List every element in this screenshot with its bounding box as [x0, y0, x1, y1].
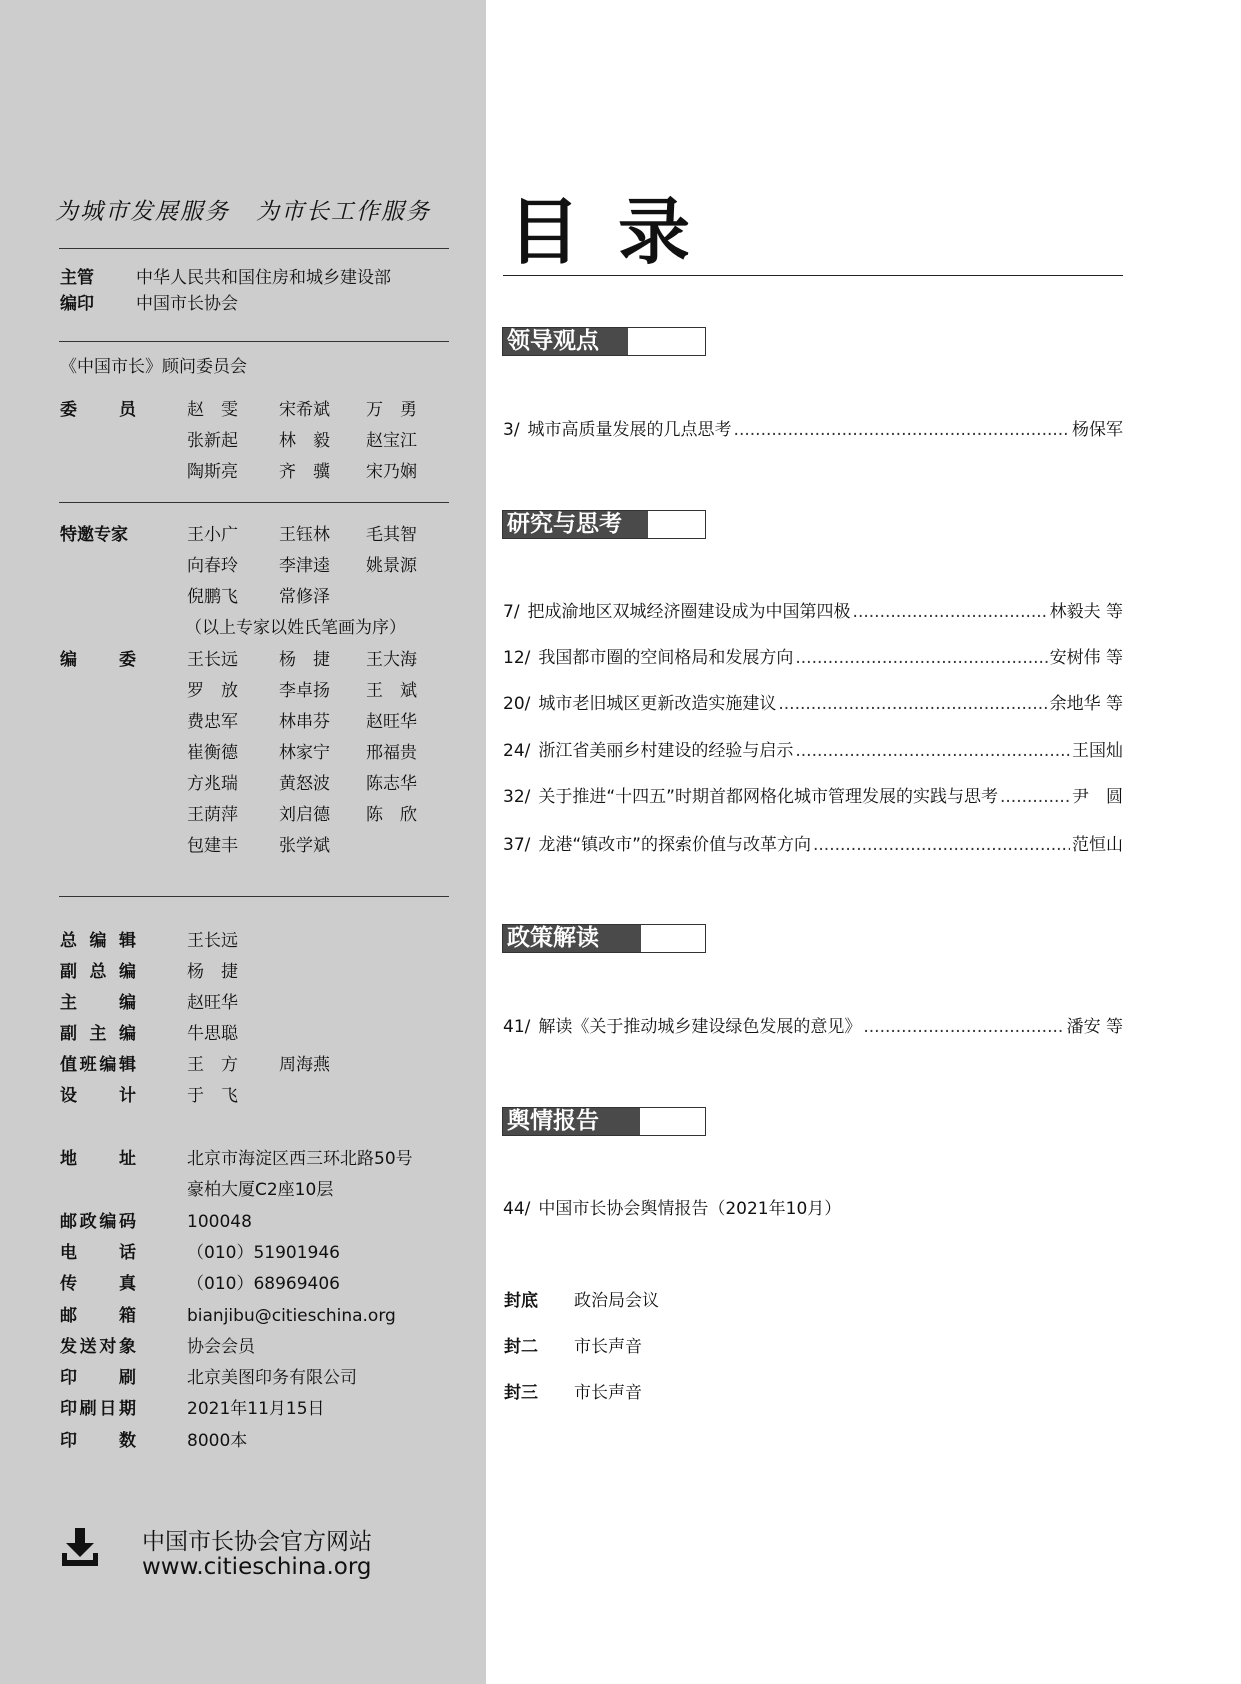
- toc-entry[interactable]: [503, 418, 1123, 442]
- contact-value: （010）68969406: [187, 1274, 340, 1295]
- staff-value: 王 方: [187, 1055, 238, 1075]
- experts-note: （以上专家以姓氏笔画为序）: [185, 618, 406, 638]
- contact-label: 地 址: [60, 1149, 136, 1169]
- staff-value: 牛思聪: [187, 1024, 238, 1044]
- person-name: 张新起: [187, 431, 238, 451]
- person-name: 赵旺华: [366, 712, 417, 732]
- toc-page: 12/: [503, 648, 531, 668]
- person-name: 方兆瑞: [187, 774, 238, 794]
- cover-value: 政治局会议: [574, 1291, 659, 1311]
- person-name: 常修泽: [279, 587, 330, 607]
- contact-label: 邮 政 编 码: [60, 1211, 136, 1232]
- person-name: 王钰林: [279, 525, 330, 545]
- staff-label: 副 主 编: [60, 1024, 136, 1044]
- slogan-part: 为城市发展服务: [55, 199, 230, 225]
- person-name: 宋希斌: [279, 400, 330, 420]
- toc-entry[interactable]: [503, 692, 1123, 716]
- contact-value[interactable]: bianjibu@citieschina.org: [187, 1305, 396, 1326]
- download-icon: [58, 1526, 102, 1570]
- toc-author: 尹 圆: [1072, 787, 1123, 807]
- person-name: 向春玲: [187, 556, 238, 576]
- toc-page: 37/: [503, 835, 531, 855]
- person-name: 万 勇: [366, 400, 417, 420]
- person-name: 王长远: [187, 650, 238, 670]
- person-name: 林 毅: [279, 431, 330, 451]
- section-title: 舆情报告: [503, 1108, 640, 1135]
- cover-label: 封二: [504, 1337, 538, 1357]
- section-title: 政策解读: [503, 925, 641, 952]
- toc-entry[interactable]: [503, 785, 1123, 809]
- toc-page: 41/: [503, 1017, 531, 1037]
- section-header: [502, 1107, 706, 1136]
- staff-label: 总 编 辑: [60, 931, 136, 951]
- leader-dots: [813, 833, 1070, 857]
- person-name: 宋乃娴: [366, 462, 417, 482]
- toc-title-text: 关于推进“十四五”时期首都网格化城市管理发展的实践与思考: [538, 787, 998, 807]
- person-name: 王小广: [187, 525, 238, 545]
- experts-label: 特邀专家: [60, 525, 128, 545]
- contact-value: 100048: [187, 1211, 252, 1232]
- person-name: 费忠军: [187, 712, 238, 732]
- advisory-title: 《中国市长》顾问委员会: [60, 357, 247, 377]
- cover-value: 市长声音: [574, 1383, 642, 1403]
- leader-dots: [795, 646, 1047, 670]
- toc-page: 20/: [503, 694, 531, 714]
- person-name: 黄怒波: [279, 774, 330, 794]
- person-name: 姚景源: [366, 556, 417, 576]
- section-header: [502, 327, 706, 356]
- toc-title-text: 龙港“镇改市”的探索价值与改革方向: [538, 835, 811, 855]
- toc-entry[interactable]: [503, 646, 1123, 670]
- divider: [59, 502, 449, 503]
- toc-page: 32/: [503, 787, 531, 807]
- toc-title-text: 城市高质量发展的几点思考: [527, 420, 732, 440]
- toc-page: 24/: [503, 741, 531, 761]
- leader-dots: [853, 600, 1048, 624]
- slogan-part: 为市长工作服务: [256, 199, 431, 225]
- staff-value: 杨 捷: [187, 962, 238, 982]
- staff-value: 赵旺华: [187, 993, 238, 1013]
- leader-dots: [863, 1015, 1064, 1039]
- toc-author: 王国灿: [1072, 741, 1123, 761]
- editor-value: 中国市长协会: [136, 294, 238, 314]
- staff-value: 于 飞: [187, 1086, 238, 1106]
- toc-author: 杨保军: [1072, 420, 1123, 440]
- toc-title-text: 中国市长协会舆情报告（2021年10月）: [538, 1199, 842, 1219]
- supervisor-value: 中华人民共和国住房和城乡建设部: [136, 268, 391, 288]
- person-name: 张学斌: [279, 836, 330, 856]
- person-name: 林串芬: [279, 712, 330, 732]
- person-name: 倪鹏飞: [187, 587, 238, 607]
- section-title: 研究与思考: [503, 511, 648, 538]
- person-name: 王荫萍: [187, 805, 238, 825]
- toc-author: 余地华 等: [1049, 694, 1123, 714]
- contact-value: 8000本: [187, 1430, 248, 1451]
- person-name: 齐 骥: [279, 462, 330, 482]
- contact-label: 印 数: [60, 1430, 136, 1451]
- section-title: 领导观点: [503, 328, 628, 355]
- contact-value: 北京市海淀区西三环北路50号: [187, 1149, 413, 1169]
- person-name: 包建丰: [187, 836, 238, 856]
- divider: [59, 341, 449, 342]
- person-name: 陈 欣: [366, 805, 417, 825]
- members-label: 委 员: [60, 400, 136, 420]
- cover-value: 市长声音: [574, 1337, 642, 1357]
- person-name: 李卓扬: [279, 681, 330, 701]
- person-name: 王大海: [366, 650, 417, 670]
- staff-value: 王长远: [187, 931, 238, 951]
- toc-author: 潘安 等: [1066, 1017, 1123, 1037]
- contact-label: 印 刷: [60, 1368, 136, 1389]
- staff-label: 设 计: [60, 1086, 136, 1106]
- contact-value: 2021年11月15日: [187, 1399, 325, 1420]
- toc-entry[interactable]: [503, 1197, 1123, 1221]
- toc-author: 林毅夫 等: [1049, 602, 1123, 622]
- person-name: 刘启德: [279, 805, 330, 825]
- leader-dots: [795, 739, 1070, 763]
- divider: [59, 896, 449, 897]
- toc-page: 44/: [503, 1199, 531, 1219]
- cover-item: [504, 1381, 642, 1405]
- staff-value: 周海燕: [279, 1055, 330, 1075]
- person-name: 赵宝江: [366, 431, 417, 451]
- toc-entry[interactable]: [503, 833, 1123, 857]
- footer-url[interactable]: www.citieschina.org: [142, 1554, 372, 1580]
- staff-label: 值 班 编 辑: [60, 1055, 136, 1075]
- person-name: 陶斯亮: [187, 462, 238, 482]
- contact-value: 北京美图印务有限公司: [187, 1368, 357, 1389]
- toc-title-text: 城市老旧城区更新改造实施建议: [538, 694, 777, 714]
- contact-label: 邮 箱: [60, 1305, 136, 1326]
- leader-dots: [1000, 785, 1070, 809]
- person-name: 赵 雯: [187, 400, 238, 420]
- leader-dots: [734, 418, 1070, 442]
- contact-value: 协会会员: [187, 1336, 255, 1357]
- person-name: 邢福贵: [366, 743, 417, 763]
- contact-label: 印 刷 日 期: [60, 1399, 136, 1420]
- cover-item: [504, 1335, 642, 1359]
- staff-label: 副 总 编: [60, 962, 136, 982]
- toc-entry[interactable]: [503, 1015, 1123, 1039]
- toc-title-text: 我国都市圈的空间格局和发展方向: [538, 648, 794, 668]
- cover-label: 封底: [504, 1291, 538, 1311]
- toc-entry[interactable]: [503, 600, 1123, 624]
- footer-site-name: 中国市长协会官方网站: [142, 1529, 372, 1555]
- cover-item: [504, 1289, 659, 1313]
- leader-dots: [778, 692, 1047, 716]
- slogan: [55, 193, 475, 226]
- person-name: 王 斌: [366, 681, 417, 701]
- committee-label: 编 委: [60, 650, 136, 670]
- editor-label: 编印: [60, 294, 94, 314]
- toc-author: 范恒山: [1072, 835, 1123, 855]
- toc-title-text: 解读《关于推动城乡建设绿色发展的意见》: [538, 1017, 862, 1037]
- contact-label: 发 送 对 象: [60, 1336, 136, 1357]
- person-name: 罗 放: [187, 681, 238, 701]
- section-header: [502, 510, 706, 539]
- contact-value: （010）51901946: [187, 1242, 340, 1263]
- toc-title-text: 浙江省美丽乡村建设的经验与启示: [538, 741, 794, 761]
- toc-title-rule: [503, 275, 1123, 276]
- contact-label: 传 真: [60, 1274, 136, 1295]
- staff-label: 主 编: [60, 993, 136, 1013]
- contact-value: 豪柏大厦C2座10层: [187, 1180, 334, 1201]
- contact-label: 电 话: [60, 1242, 136, 1263]
- person-name: 毛其智: [366, 525, 417, 545]
- divider: [59, 248, 449, 249]
- person-name: 崔衡德: [187, 743, 238, 763]
- section-header: [502, 924, 706, 953]
- person-name: 李津逵: [279, 556, 330, 576]
- cover-label: 封三: [504, 1383, 538, 1403]
- toc-page: 3/: [503, 420, 520, 440]
- toc-title-text: 把成渝地区双城经济圈建设成为中国第四极: [527, 602, 851, 622]
- toc-page: 7/: [503, 602, 520, 622]
- person-name: 林家宁: [279, 743, 330, 763]
- toc-author: 安树伟 等: [1049, 648, 1123, 668]
- supervisor-label: 主管: [60, 268, 94, 288]
- toc-entry[interactable]: [503, 739, 1123, 763]
- toc-title: 目录: [508, 190, 729, 274]
- person-name: 杨 捷: [279, 650, 330, 670]
- person-name: 陈志华: [366, 774, 417, 794]
